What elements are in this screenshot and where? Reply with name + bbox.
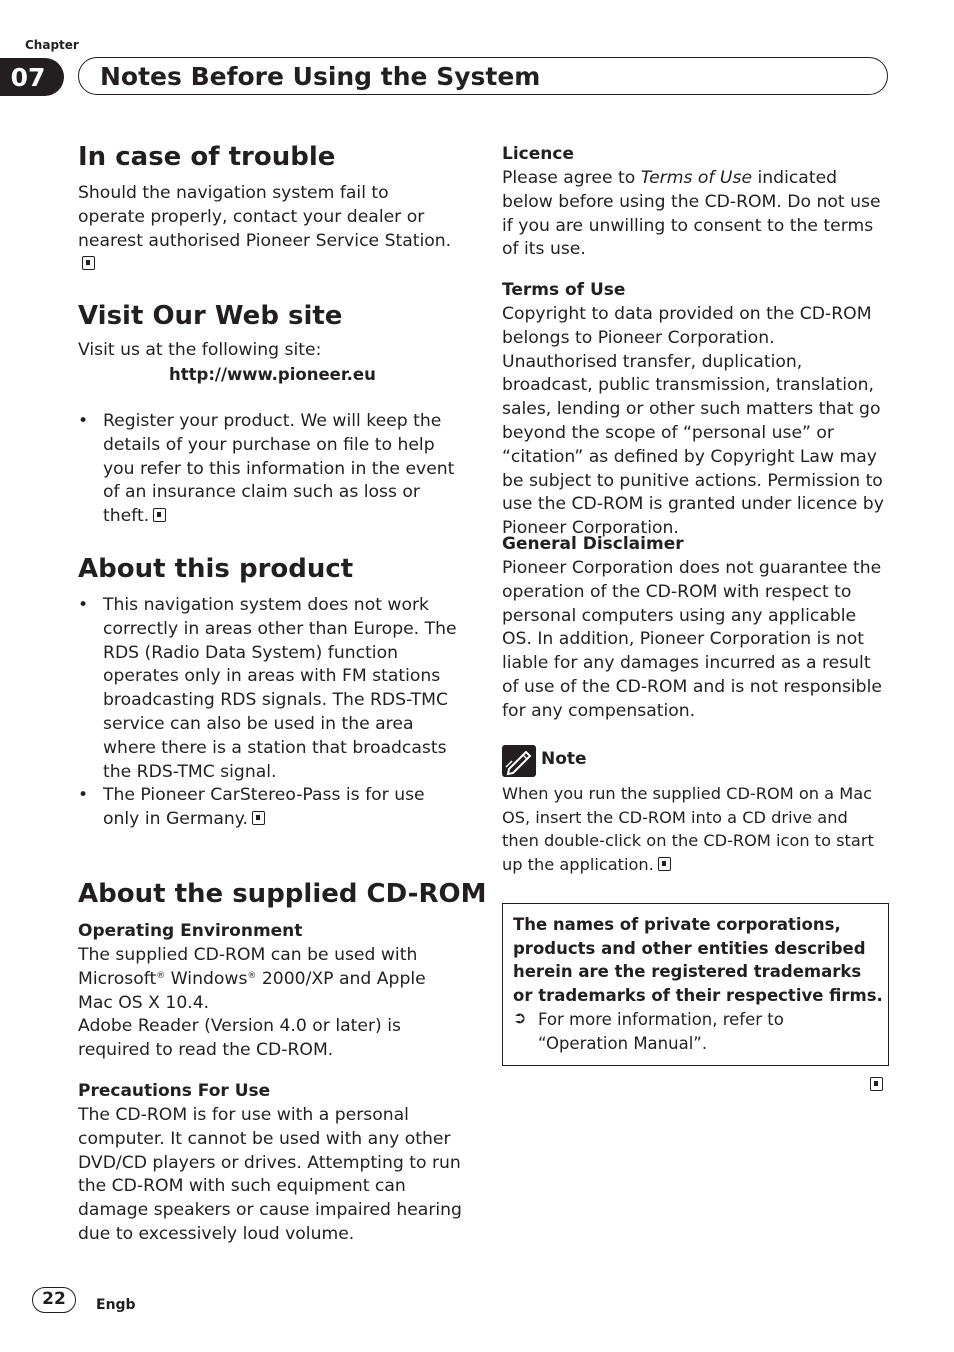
web-intro: Visit us at the following site: <box>78 340 322 360</box>
bullet-text: Register your product. We will keep the details of your purchase on file to help you refer to this information in the event of an insurance claim such as loss or theft. <box>103 411 455 527</box>
precautions-text: The CD-ROM is for use with a personal computer. It cannot be used with any other DVD/CD players or drives. Attempting to run the CD-ROM with such equipment can damage speakers or cause impaired hearing due to excessively loud volume. <box>78 1105 462 1244</box>
trouble-text: Should the navigation system fail to operate properly, contact your dealer or nearest authorised Pioneer Service Station. <box>78 182 456 277</box>
note-text: When you run the supplied CD-ROM on a Mac OS, insert the CD-ROM into a CD drive and then double-click on the CD-ROM icon to start up the application. <box>502 784 874 874</box>
end-mark-icon <box>870 1077 883 1091</box>
heading-licence: Licence <box>502 144 574 164</box>
operating-environment-text: The supplied CD-ROM can be used with Microsoft® Windows® 2000/XP and Apple Mac OS X 10.4. Adobe Reader (Version 4.0 or later) is required to read the CD-ROM. <box>78 945 426 1061</box>
language-code: Engb <box>96 1297 136 1313</box>
heading-disclaimer: General Disclaimer <box>502 534 684 554</box>
section-end <box>870 1075 883 1094</box>
bullet-text: The Pioneer CarStereo-Pass is for use only in Germany. <box>103 785 425 829</box>
trademark-text: The names of private corporations, products and other entities described herein are the registered trademarks or trademarks of their respective firms. <box>513 915 883 1005</box>
chapter-number: 07 <box>0 58 64 96</box>
heading-terms: Terms of Use <box>502 280 626 300</box>
heading-precautions: Precautions For Use <box>78 1081 271 1101</box>
trademark-reference: For more information, refer to “Operation Manual”. <box>538 1010 784 1053</box>
licence-text: Please agree to Terms of Use indicated below before using the CD-ROM. Do not use if you are unwilling to consent to the terms of its use. <box>502 168 881 260</box>
note-pencil-icon <box>502 745 536 777</box>
chapter-label: Chapter <box>25 38 79 52</box>
bullet-text: This navigation system does not work correctly in areas other than Europe. The RDS (Radio Data System) function operates only in areas with FM stations broadcasting RDS signals. The RDS-TMC service can also be used in the area where there is a station that broadcasts the RDS-TMC signal. <box>103 595 457 782</box>
note-label: Note <box>541 749 587 769</box>
heading-product: About this product <box>78 554 354 584</box>
terms-text: Copyright to data provided on the CD-ROM belongs to Pioneer Corporation. Unauthorised transfer, duplication, broadcast, public transmission, translation, sales, lending or other such matters that go beyond the scope of “personal use” or “citation” as defined by Copyright Law may be subject to punitive actions. Permission to use the CD-ROM is granted under licence by Pioneer Corporation. <box>502 304 884 539</box>
disclaimer-text: Pioneer Corporation does not guarantee the operation of the CD-ROM with respect to personal computers using any applicable OS. In addition, Pioneer Corporation is not liable for any damages incurred as a result of use of the CD-ROM and is not responsible for any compensation. <box>502 558 882 721</box>
heading-web: Visit Our Web site <box>78 301 343 331</box>
bullet-dot: • <box>78 785 89 805</box>
chapter-title: Notes Before Using the System <box>100 62 541 91</box>
web-url-link[interactable]: http://www.pioneer.eu <box>169 365 376 384</box>
end-mark-icon <box>153 508 166 522</box>
end-mark-icon <box>82 256 95 270</box>
end-mark-icon <box>252 811 265 825</box>
arrow-icon: ➲ <box>513 1008 527 1027</box>
bullet-dot: • <box>78 411 89 431</box>
bullet-dot: • <box>78 595 89 615</box>
heading-operating-environment: Operating Environment <box>78 921 303 941</box>
end-mark-icon <box>658 857 671 871</box>
heading-cdrom: About the supplied CD-ROM <box>78 879 487 909</box>
page-number: 22 <box>32 1287 76 1313</box>
heading-trouble: In case of trouble <box>78 142 336 172</box>
